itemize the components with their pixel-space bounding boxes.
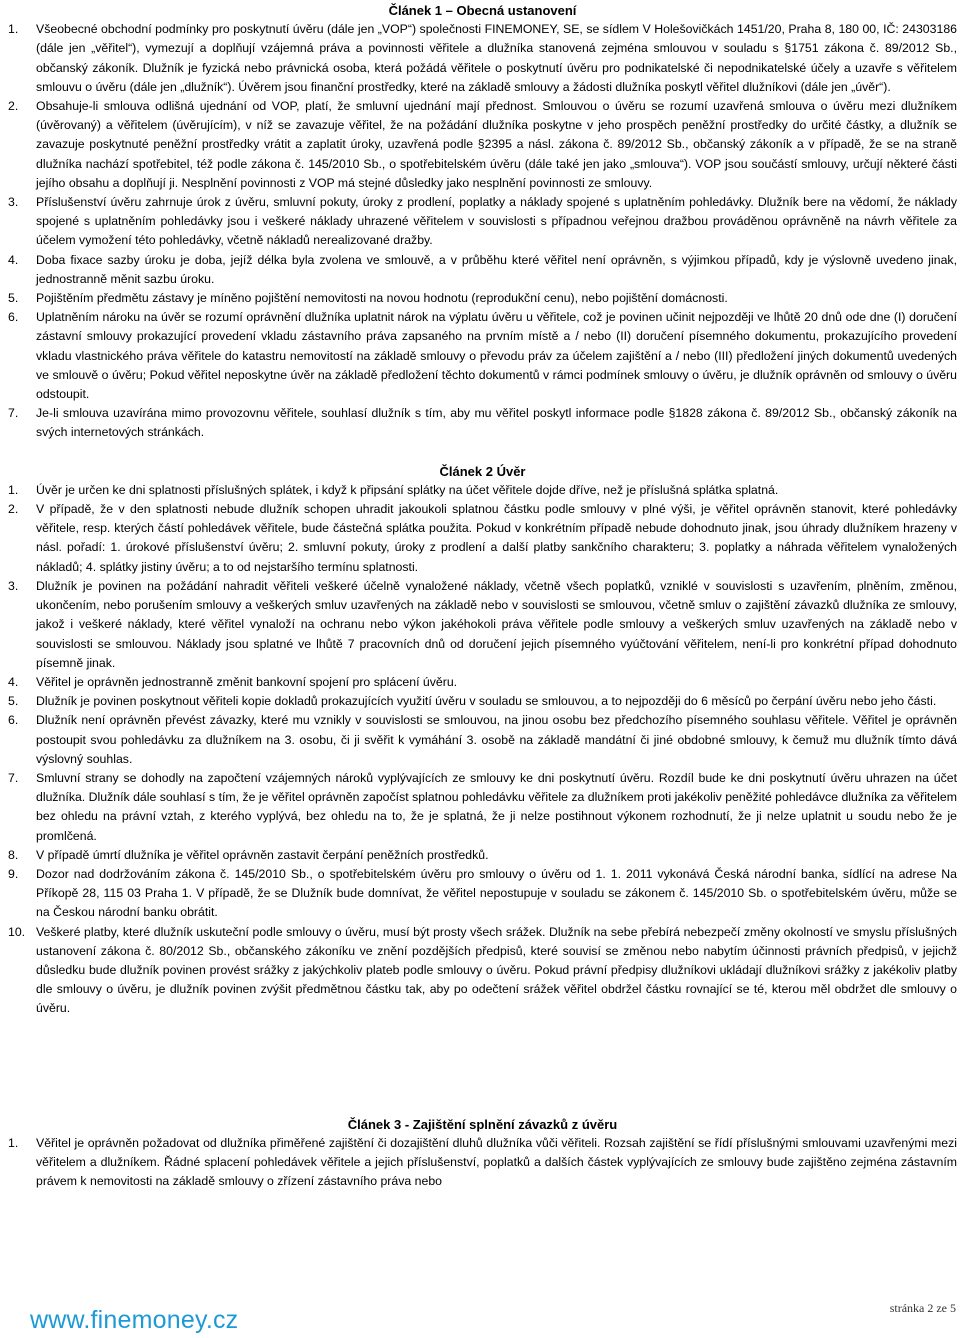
clause-text: V případě, že v den splatnosti nebude dlužník schopen uhradit jakoukoli splatnou částku podle smlouvy v plné výši, je věřitel oprávněn stanovit, které pohledávky věřitele, resp. kterých částí pohledávek věřitele, bude částečná splátka použita. Pokud v konkrétním případě nebude dohodnuto jinak, jsou úhrady dlužníkem hrazeny v násl. pořadí: 1. úrokové příslušenství úvěru; 2. smluvní pokuty, úroky z prodlení a další platby sankčního charakteru; 3. poplatky a náhrada věřitelem vynaložených nákladů; 4. splátky jistiny úvěru; a to od nejstaršího termínu splatnosti. [36, 502, 957, 574]
article-2-title: Článek 2 Úvěr [439, 463, 526, 479]
clause-text: Věřitel je oprávněn jednostranně změnit bankovní spojení pro splácení úvěru. [36, 674, 458, 689]
clause-item [8, 711, 957, 769]
clause-item [8, 673, 957, 692]
clause-number: 3. [8, 195, 19, 210]
clause-item [8, 20, 957, 97]
clause-text: Uplatněním nároku na úvěr se rozumí oprávnění dlužníka uplatnit nárok na výplatu úvěru u věřitele, což je povinen učinit nejpozději ve lhůtě 20 dnů ode dne (I) doručení zástavní smlouvy prokazující provedení vkladu zástavního práva zapsaného na prvním místě a / nebo (II) doručení písemného dokumentu, prokazujícího provedení vkladu vlastnického práva věřitele do katastru nemovitostí na základě smlouvy o převodu práv za účelem zajištění a / nebo (III) předložení jiných dokumentů uvedených ve smlouvě o úvěru; Pokud věřitel neposkytne úvěr na základě předložení těchto dokumentů v rámci podmínek smlouvy o úvěru, je dlužník oprávněn od smlouvy o úvěru odstoupit. [36, 310, 957, 402]
clause-text: Věřitel je oprávněn požadovat od dlužníka přiměřené zajištění či dozajištění dluhů dlužníka vůči věřiteli. Rozsah zajištění se řídí příslušnými smlouvami uzavřenými mezi věřitelem a dlužníkem. Řádné splacení pohledávek věřitele a jejich příslušenství, poplatků a dalších částek vyplývajících ze smlouvy bude zajištěno zejména zástavním právem k nemovitosti na základě smlouvy o zřízení zástavního práva nebo [36, 1135, 957, 1189]
clause-item [8, 577, 957, 673]
clause-text: V případě úmrtí dlužníka je věřitel oprávněn zastavit čerpání peněžních prostředků. [36, 847, 489, 862]
page-number: stránka 2 ze 5 [889, 1300, 956, 1315]
clause-item [8, 193, 957, 251]
article-3-title: Článek 3 - Zajištění splnění závazků z úvěru [347, 1116, 618, 1132]
page-footer [0, 1298, 960, 1338]
clause-text: Obsahuje-li smlouva odlišná ujednání od VOP, platí, že smluvní ujednání mají přednost. Smlouvou o úvěru se rozumí uzavřená smlouva o úvěru mezi dlužníkem (úvěrovaný) a věřitelem (úvěrujícím), v níž se zavazuje věřitel, že na požádání dlužníka poskytne v jeho prospěch peněžní prostředky do určité částky, a dlužník se zavazuje poskytnuté peněžní prostředky vrátit a zaplatit úroky, uzavřená podle §2395 a násl. zákona č. 89/2012 Sb., občanský zákoník a v případě, že se na straně dlužníka nachází spotřebitel, též podle zákona č. 145/2010 Sb., o spotřebitelském úvěru (dále také jen jako „smlouva“). VOP jsou součástí smlouvy, určují některé části jejího obsahu a doplňují ji. Nesplnění povinnosti z VOP má stejné důsledky jako nesplnění povinnosti ze smlouvy. [36, 99, 957, 190]
clause-number: 6. [8, 310, 19, 325]
clause-number: 9. [8, 866, 19, 881]
clause-item [8, 481, 957, 500]
clause-item [8, 404, 957, 442]
clause-item [8, 692, 957, 711]
article-1-list [8, 20, 957, 442]
clause-number: 7. [8, 770, 19, 785]
clause-text: Úvěr je určen ke dni splatnosti příslušných splátek, i když k připsání splátky na účet věřitele dojde dříve, než je příslušná splátka splatná. [36, 482, 779, 497]
clause-item [8, 769, 957, 846]
clause-item [8, 923, 957, 1019]
clause-number: 4. [8, 674, 19, 689]
article-2-list [8, 481, 957, 1019]
clause-text: Veškeré platby, které dlužník uskuteční podle smlouvy o úvěru, musí být prosty všech srážek. Dlužník na sebe přebírá nebezpečí změny okolností ve smyslu příslušných ustanovení zákona č. 80/2012 Sb., občanského zákoníku ve znění pozdějších předpisů, které souvisí se změnou nebo nabytím účinnosti právních předpisů, v jejichž důsledku bude dlužník povinen provést srážky z jakýchkoliv plateb podle smlouvy o úvěru. Pokud právní předpisy dlužníkovi ukládají dlužníkovi srážky z jakékoliv platby dle smlouvy o úvěru, je dlužník povinen zvýšit předmětnou částku tak, aby po odečtení srážek věřitel obdržel částku rovnající se té, kterou měl obdržet dle smlouvy o úvěru. [36, 924, 957, 1016]
clause-text: Dozor nad dodržováním zákona č. 145/2010 Sb., o spotřebitelském úvěru pro smlouvy o úvěru od 1. 1. 2011 vykonává Česká národní banka, sídlící na adrese Na Příkopě 28, 115 03 Praha 1. V případě, že se Dlužník bude domnívat, že věřitel nepostupuje v souladu se zákonem č. 145/2010 Sb. o spotřebitelském úvěru, může se na Českou národní banku obrátit. [36, 866, 957, 920]
clause-item [8, 500, 957, 577]
clause-number: 2. [8, 99, 19, 114]
clause-number: 2. [8, 502, 19, 517]
article-1-title: Článek 1 – Obecná ustanovení [388, 3, 577, 18]
article-3-list [8, 1134, 957, 1192]
clause-item [8, 251, 957, 289]
clause-text: Dlužník není oprávněn převést závazky, které mu vznikly v souvislosti se smlouvou, na jinou osobu bez předchozího písemného souhlasu věřitele. Věřitel je oprávněn postoupit svou pohledávku za dlužníkem na 3. osobu, či ji svěřit k vymáhání 3. osobě na základě mandátní či jiné obdobné smlouvy, k čemuž mu dlužník tímto dává výslovný souhlas. [36, 713, 957, 766]
clause-number: 3. [8, 578, 19, 593]
clause-number: 8. [8, 847, 19, 862]
clause-text: Je-li smlouva uzavírána mimo provozovnu věřitele, souhlasí dlužník s tím, aby mu věřitel poskytl informace podle §1828 zákona č. 89/2012 Sb., občanský zákoník na svých internetových stránkách. [36, 406, 957, 440]
clause-text: Všeobecné obchodní podmínky pro poskytnutí úvěru (dále jen „VOP“) společnosti FINEMONEY, SE, se sídlem V Holešovičkách 1451/20, Praha 8, 180 00, IČ: 24303186 (dále jen „věřitel“), vymezují a doplňují vzájemná práva a povinnosti věřitele a dlužníka stanovená zejména smlouvou v souladu s §1751 zákona č. 89/2012 Sb., občanský zákoník. Dlužník je fyzická nebo právnická osoba, která požádá věřitele o poskytnutí úvěru pro podnikatelské či nepodnikatelské účely a uzavře s věřitelem smlouvu o úvěru (dále jen „dlužník“). Úvěrem jsou finanční prostředky, které na základě smlouvy a žádosti dlužníka poskytl věřitel dlužníkovi (dále jen „úvěr“). [36, 22, 957, 94]
clause-number: 7. [8, 406, 19, 421]
clause-number: 5. [8, 694, 19, 709]
clause-number: 4. [8, 252, 19, 267]
clause-item [8, 865, 957, 923]
clause-text: Příslušenství úvěru zahrnuje úrok z úvěru, smluvní pokuty, úroky z prodlení, poplatky a náklady spojené s uplatněním pohledávky. Dlužník bere na vědomí, že náklady spojené s uplatněním pohledávky jsou i veškeré náklady uhrazené věřitelem v souvislosti s případnou veřejnou dražbou prováděnou oprávněně na návrh věřitele za účelem vymožení této pohledávky, včetně nákladů nerealizované dražby. [36, 195, 957, 248]
clause-text: Dlužník je povinen poskytnout věřiteli kopie dokladů prokazujících využití úvěru v souladu se smlouvou, a to nejpozději do 6 měsíců po čerpání úvěru nebo jeho části. [36, 694, 937, 709]
clause-item [8, 289, 957, 308]
website-link[interactable]: www.finemoney.cz [30, 1305, 239, 1334]
clause-number: 5. [8, 291, 19, 306]
clause-number: 1. [8, 482, 19, 497]
clause-text: Smluvní strany se dohodly na započtení vzájemných nároků vyplývajících ze smlouvy ke dni poskytnutí úvěru. Rozdíl bude ke dni poskytnutí úvěru uhrazen na účet dlužníka. Dlužník dále souhlasí s tím, že je věřitel oprávněn započíst splatnou pohledávku věřitele za dlužníkem proti jakékoliv peněžité pohledávce dlužníka za věřitelem bez ohledu na právní vztah, z kterého vyplývá, bez ohledu na to, že je splatná, že ji nelze postihnout výkonem rozhodnutí, že ji nelze uplatnit u soudu nebo že je promlčená. [36, 770, 957, 843]
clause-item [8, 97, 957, 193]
clause-text: Pojištěním předmětu zástavy je míněno pojištění nemovitosti na novou hodnotu (reprodukční cenu), nebo pojištění domácnosti. [36, 291, 728, 306]
clause-number: 1. [8, 22, 19, 37]
clause-item [8, 1134, 957, 1192]
clause-item [8, 308, 957, 404]
clause-number: 10. [8, 924, 26, 939]
clause-item [8, 846, 957, 865]
clause-number: 1. [8, 1135, 19, 1150]
clause-number: 6. [8, 713, 19, 728]
clause-text: Doba fixace sazby úroku je doba, jejíž délka byla zvolena ve smlouvě, a v průběhu které věřitel není oprávněn, s výjimkou případů, kdy je výslovně uvedeno jinak, jednostranně měnit sazbu úroku. [36, 252, 957, 286]
clause-text: Dlužník je povinen na požádání nahradit věřiteli veškeré účelně vynaložené náklady, včetně všech poplatků, vzniklé v souvislosti s uzavřením, plněním, změnou, ukončením, nebo porušením smlouvy a veškerých smluv uzavřených na základě nebo v souvislosti se smlouvou, včetně smluv o zajištění závazků dlužníka ze smlouvy, jakož i veškeré náklady, které věřitel vynaloží na ochranu nebo výkon jakéhokoli práva věřitele podle smlouvy a veškerých smluv uzavřených na základě nebo v souvislosti se smlouvou. Náklady jsou splatné ve lhůtě 7 pracovních dnů od doručení jejich písemného vyúčtování věřitelem, není-li pro konkrétní případ dohodnuto písemně jinak. [36, 578, 957, 670]
